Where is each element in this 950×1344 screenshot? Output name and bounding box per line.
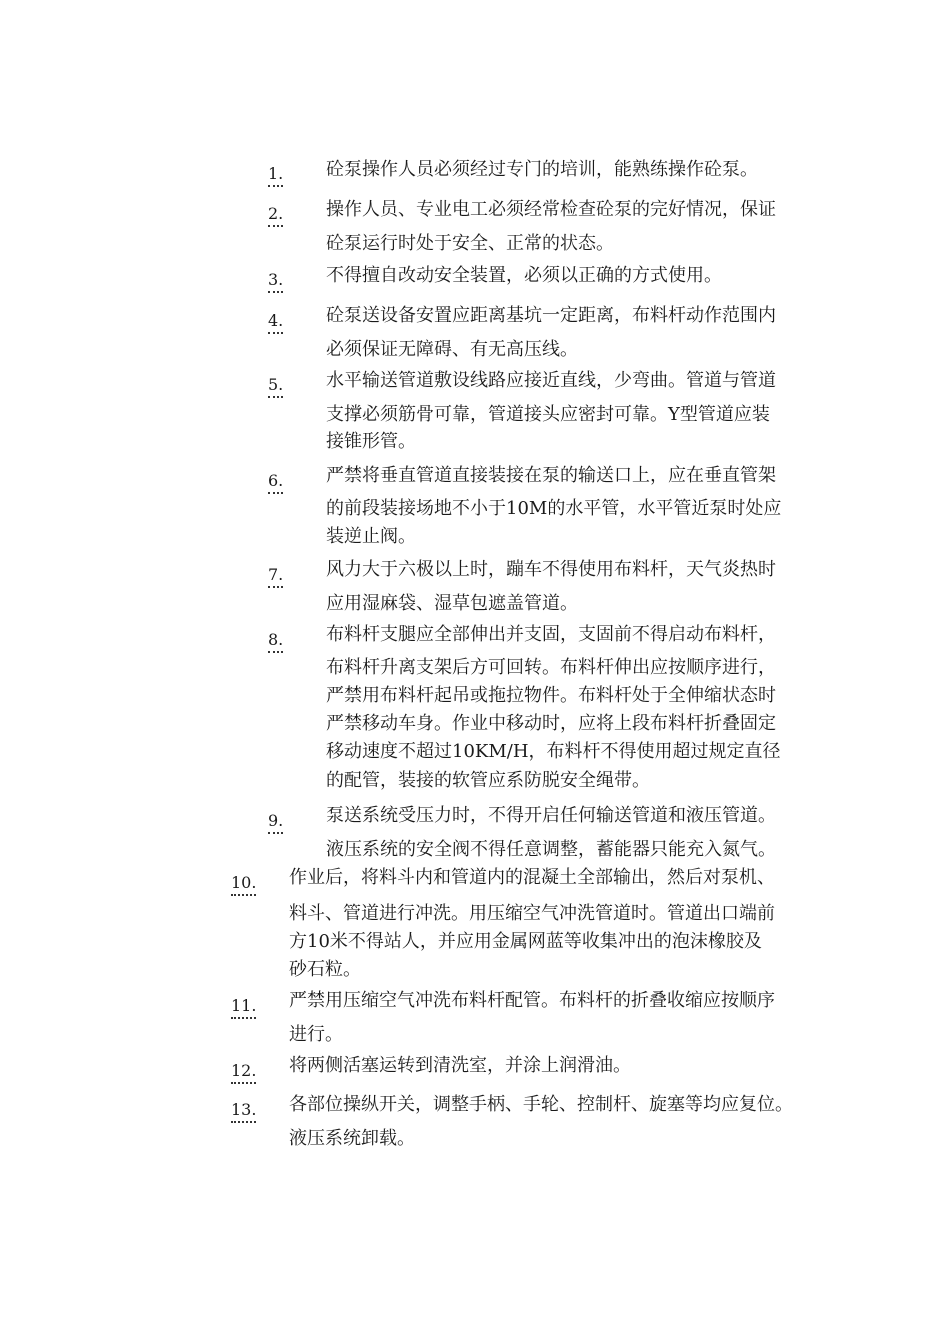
item-number: 8. <box>268 630 283 653</box>
item-text-line: 布料杆支腿应全部伸出并支固，支固前不得启动布料杆， <box>326 624 776 645</box>
item-number: 3. <box>268 270 283 293</box>
item-number: 11. <box>231 996 256 1019</box>
item-text-line: 布料杆升离支架后方可回转。布料杆伸出应按顺序进行， <box>326 657 776 678</box>
item-text-line: 严禁移动车身。作业中移动时，应将上段布料杆折叠固定 <box>326 713 776 734</box>
item-text-line: 各部位操纵开关，调整手柄、手轮、控制杆、旋塞等均应复位。 <box>289 1094 793 1115</box>
item-text-line: 装逆止阀。 <box>326 526 416 547</box>
item-number: 12. <box>231 1061 256 1084</box>
item-number: 7. <box>268 565 283 588</box>
item-text-line: 水平输送管道敷设线路应接近直线，少弯曲。管道与管道 <box>326 370 776 391</box>
item-number: 9. <box>268 811 283 834</box>
item-text-line: 严禁用压缩空气冲洗布料杆配管。布料杆的折叠收缩应按顺序 <box>289 990 775 1011</box>
item-number: 5. <box>268 375 283 398</box>
item-number: 2. <box>268 204 283 227</box>
item-text-line: 将两侧活塞运转到清洗室，并涂上润滑油。 <box>289 1055 631 1076</box>
item-text-line: 支撑必须筋骨可靠，管道接头应密封可靠。Y型管道应装 <box>326 404 770 425</box>
item-text-line: 移动速度不超过10KM/H，布料杆不得使用超过规定直径 <box>326 741 781 762</box>
item-text-line: 应用湿麻袋、湿草包遮盖管道。 <box>326 593 578 614</box>
item-text-line: 砂石粒。 <box>289 959 361 980</box>
item-text-line: 的前段装接场地不小于10M的水平管，水平管近泵时处应 <box>326 498 782 519</box>
item-text-line: 料斗、管道进行冲洗。用压缩空气冲洗管道时。管道出口端前 <box>289 903 775 924</box>
item-text-line: 作业后，将料斗内和管道内的混凝土全部输出，然后对泵机、 <box>289 867 775 888</box>
item-text-line: 砼泵运行时处于安全、正常的状态。 <box>326 233 614 254</box>
item-text-line: 的配管，装接的软管应系防脱安全绳带。 <box>326 770 650 791</box>
item-number: 10. <box>231 873 256 896</box>
item-text-line: 风力大于六极以上时，蹦车不得使用布料杆，天气炎热时 <box>326 559 776 580</box>
item-text-line: 不得擅自改动安全装置，必须以正确的方式使用。 <box>326 265 722 286</box>
item-text-line: 液压系统卸载。 <box>289 1128 415 1149</box>
item-text-line: 砼泵操作人员必须经过专门的培训，能熟练操作砼泵。 <box>326 159 758 180</box>
item-text-line: 液压系统的安全阀不得任意调整，蓄能器只能充入氮气。 <box>326 839 776 860</box>
item-text-line: 砼泵送设备安置应距离基坑一定距离，布料杆动作范围内 <box>326 305 776 326</box>
item-text-line: 严禁用布料杆起吊或拖拉物件。布料杆处于全伸缩状态时 <box>326 685 776 706</box>
item-text-line: 泵送系统受压力时，不得开启任何输送管道和液压管道。 <box>326 805 776 826</box>
item-text-line: 严禁将垂直管道直接装接在泵的输送口上，应在垂直管架 <box>326 465 776 486</box>
item-text-line: 方10米不得站人，并应用金属网蓝等收集冲出的泡沫橡胶及 <box>289 931 762 952</box>
item-number: 4. <box>268 311 283 334</box>
item-text-line: 接锥形管。 <box>326 431 416 452</box>
item-number: 1. <box>268 164 283 187</box>
item-number: 13. <box>231 1100 256 1123</box>
item-text-line: 进行。 <box>289 1024 343 1045</box>
item-text-line: 操作人员、专业电工必须经常检查砼泵的完好情况，保证 <box>326 199 776 220</box>
item-text-line: 必须保证无障碍、有无高压线。 <box>326 339 578 360</box>
item-number: 6. <box>268 471 283 494</box>
